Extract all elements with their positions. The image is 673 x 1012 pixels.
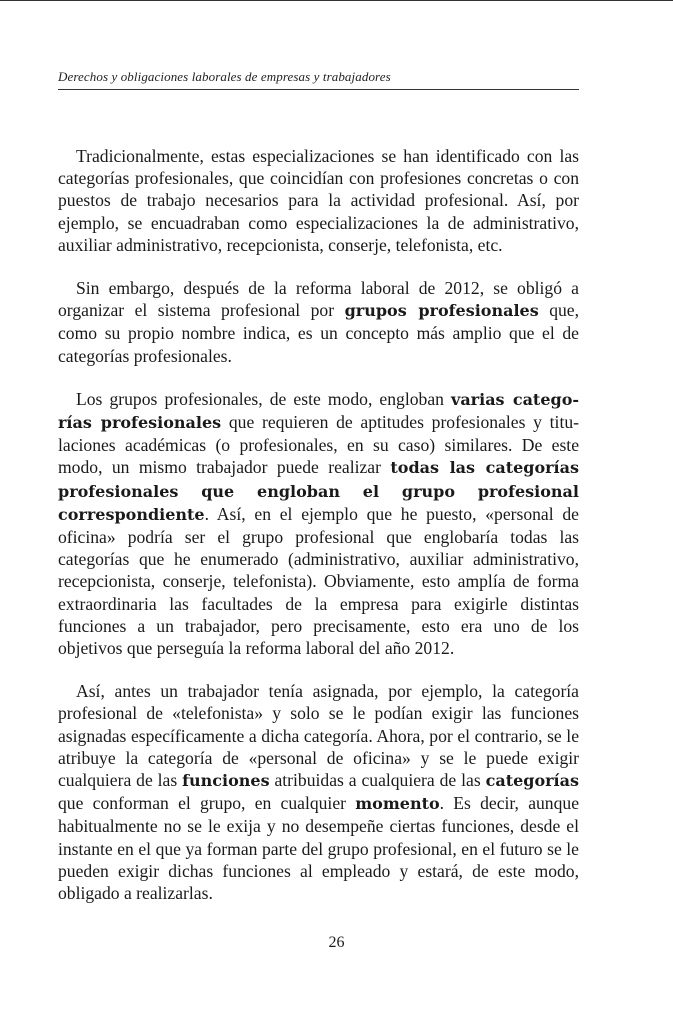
text-segment: Tradicionalmente, estas especializaciones se han identificado con las categorías profesionales, que coincidían con profesiones concretas o con puestos de trabajo necesarios para la actividad profesional. Así, por ejemplo, se encuadraban como especializaciones la de administrativo, auxiliar administrativo, recepcionista, conserje, telefonista, etc. — [58, 146, 579, 255]
text-segment: . Es decir, aunque habitualmente no se le exija y no desempeñe ciertas funciones, desde el instante en el que ya forman parte del grupo profesional, en el futuro se le pueden exigir dichas funciones al empleado y estará, de este modo, obligado a realizarlas. — [58, 793, 579, 904]
text-segment: que requieren de aptitudes profesionales y titulaciones académicas (o profesionales, en su caso) similares. De este modo, un mismo trabajador puede realizar — [58, 412, 579, 478]
text-segment: que conforman el grupo, en cualquier — [58, 793, 356, 814]
body-text — [58, 145, 579, 925]
text-segment: atribuidas a cualquiera de las — [269, 770, 486, 791]
top-border-line — [0, 0, 673, 1]
text-segment: que, como su propio nombre indica, es un concepto más amplio que el de categorías profesionales. — [58, 300, 580, 366]
text-segment: Los grupos profesionales, de este modo, engloban — [76, 388, 452, 409]
emphasis-text: momento — [355, 794, 440, 814]
running-header-title: Derechos y obligaciones laborales de empresas y trabajadores — [58, 69, 391, 84]
page-number: 26 — [328, 934, 345, 951]
emphasis-text: todas las categorías profesionales que engloban el grupo profesional correspondiente — [58, 458, 579, 524]
paragraph — [58, 680, 579, 904]
text-segment: Así, antes un trabajador tenía asignada, por ejemplo, la categoría profesional de «telefonista» y solo se le podían exigir las funciones asignadas específicamente a dicha categoría. Ahora, por el contrario, se le atribuye la categoría de «personal de oficina» y se le puede exigir cualquiera de las — [58, 681, 579, 791]
emphasis-text: categorías — [485, 771, 579, 791]
emphasis-text: grupos profesionales — [344, 301, 539, 321]
paragraph — [58, 145, 579, 256]
paragraph — [58, 277, 579, 367]
emphasis-text: varias categorías profesionales — [58, 389, 579, 433]
paragraph — [58, 388, 579, 659]
text-segment: Sin embargo, después de la reforma laboral de 2012, se obligó a organizar el sistema profesional por — [58, 278, 579, 321]
emphasis-text: funciones — [182, 771, 270, 791]
text-segment: . Así, en el ejemplo que he puesto, «personal de oficina» podría ser el grupo profesional que englobaría todas las categorías que he enumerado (administrativo, auxiliar administrativo, recepcionista, conserje, telefonista). Obviamente, esto amplía de forma extraordinaria las facultades de la empresa para exigirle distintas funciones a un trabajador, pero precisamente, esto era uno de los objetivos que perseguía la reforma laboral del año 2012. — [58, 503, 579, 659]
running-header — [58, 66, 579, 90]
